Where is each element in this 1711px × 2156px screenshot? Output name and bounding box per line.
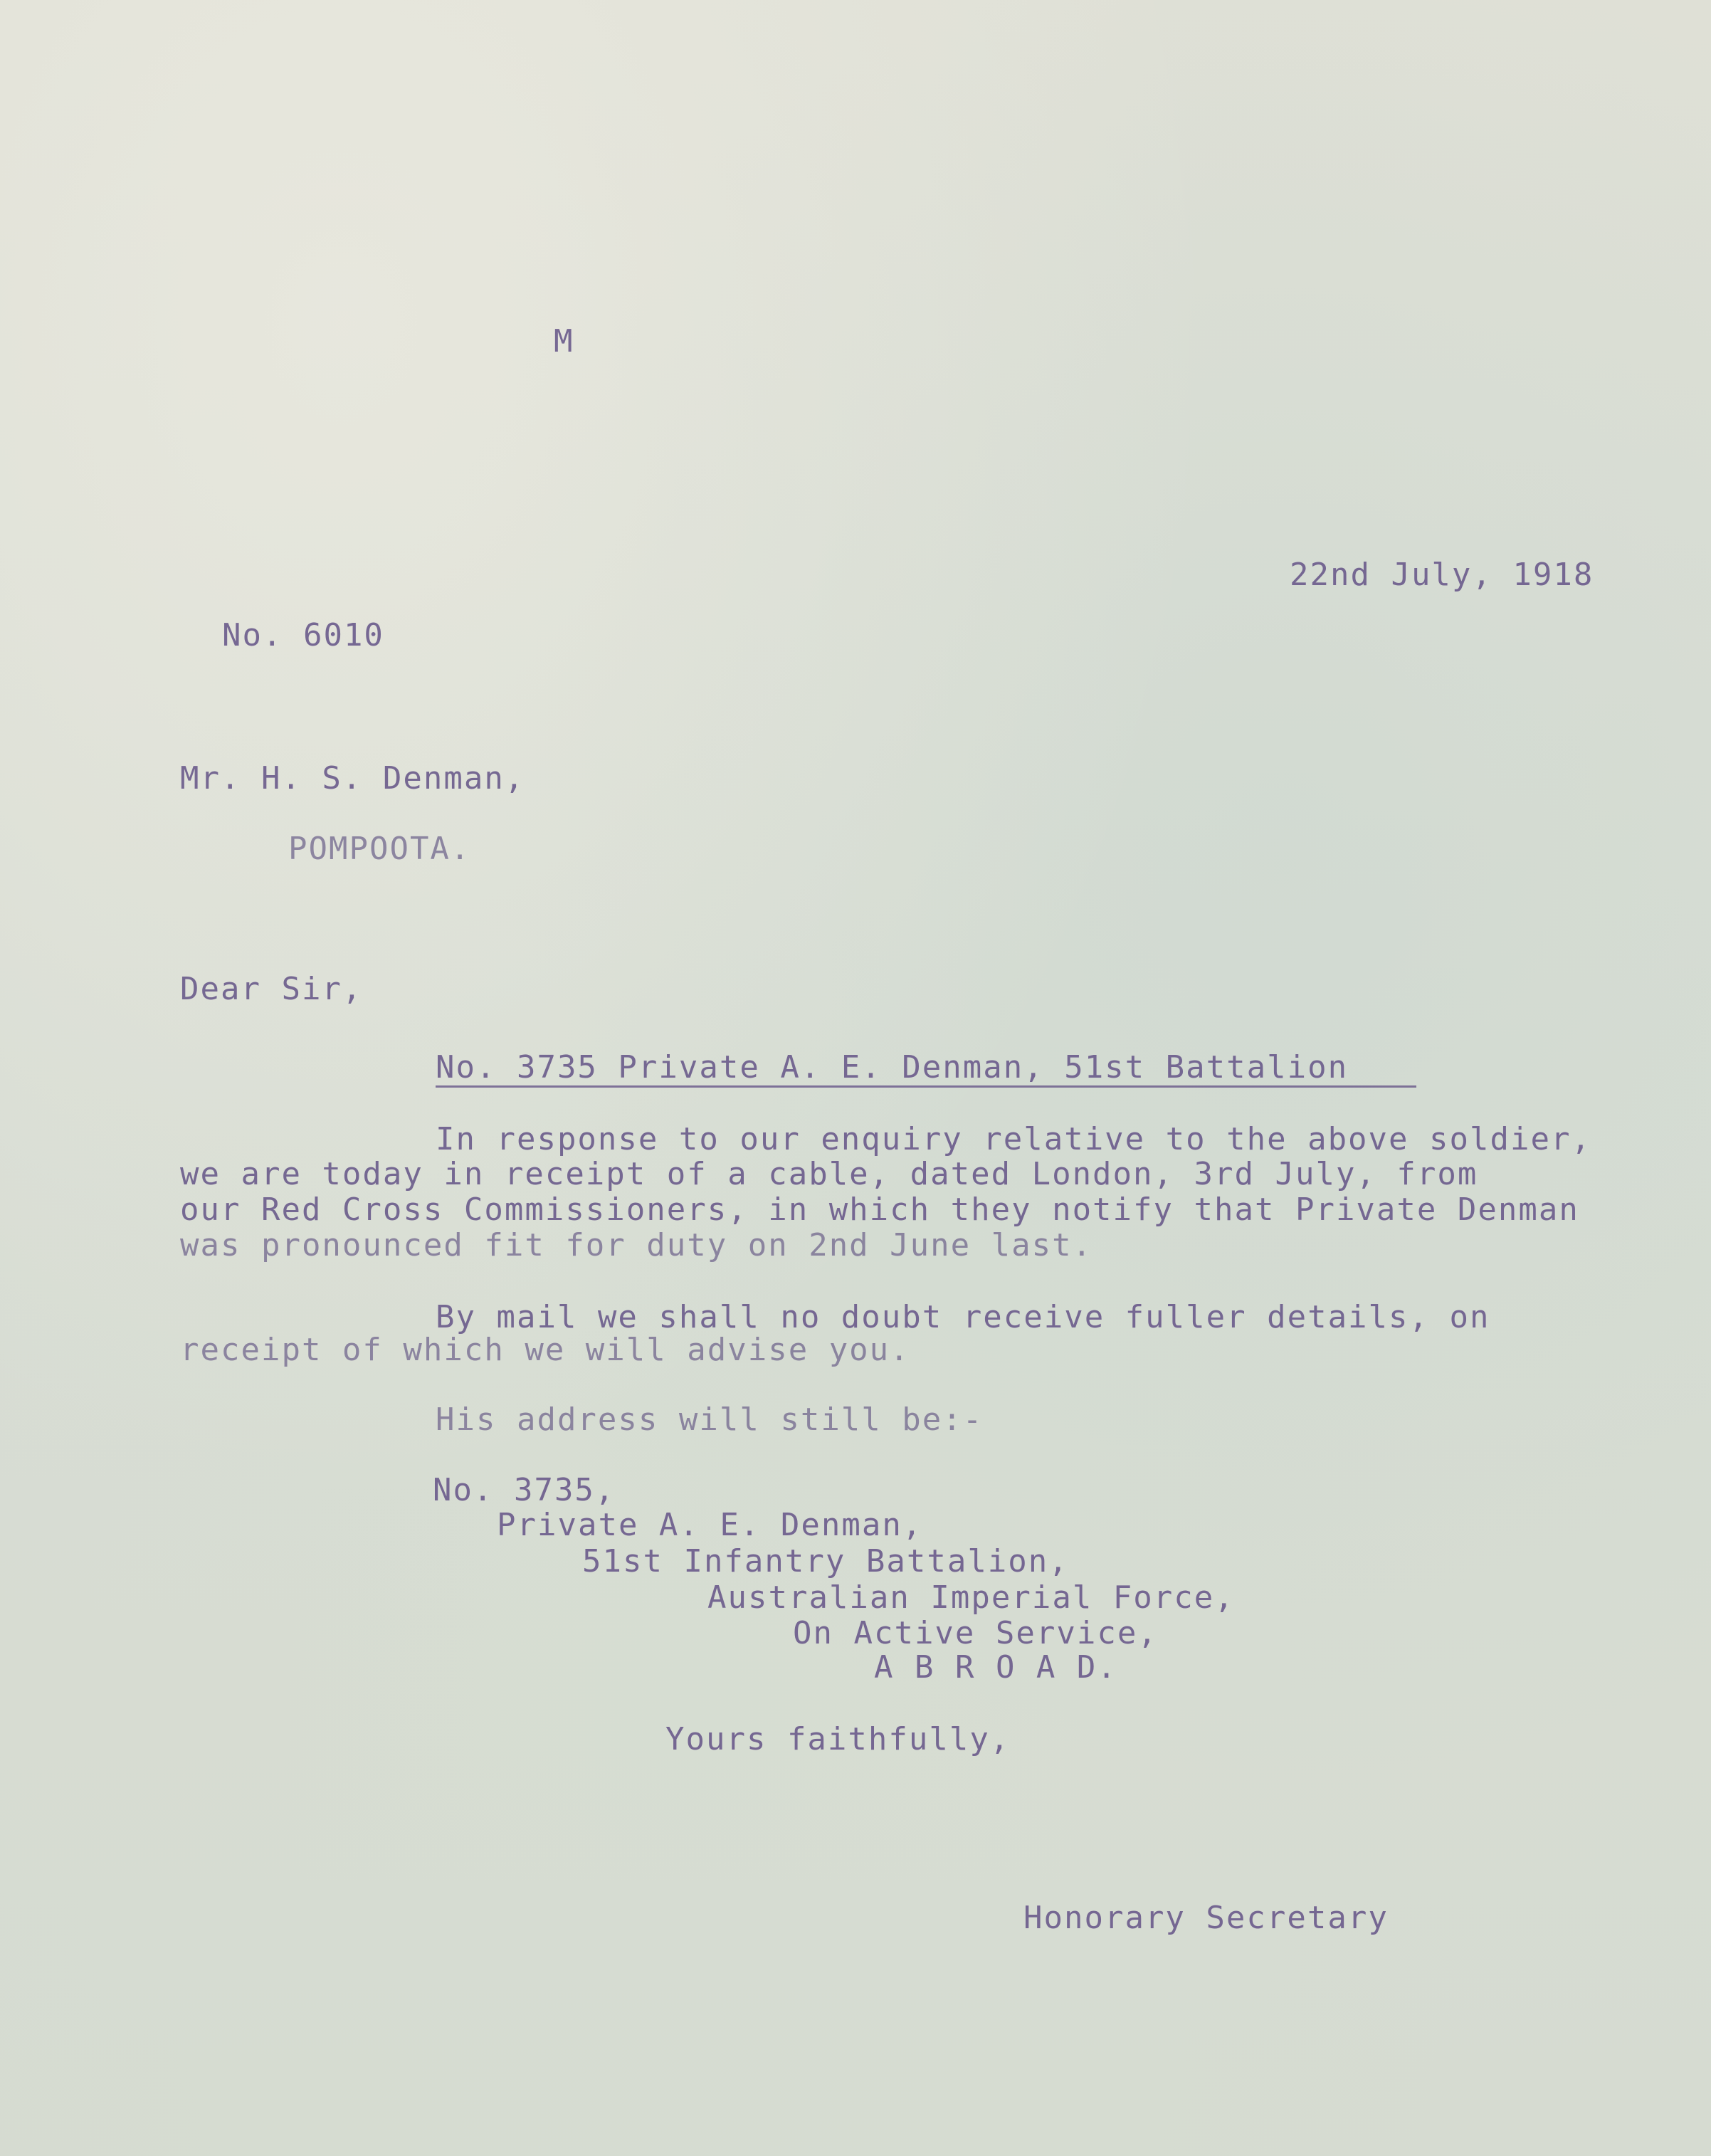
body-para2-line2: receipt of which we will advise you. — [180, 1332, 910, 1368]
body-para1-line4: was pronounced fit for duty on 2nd June last. — [180, 1227, 1093, 1263]
address-line-3: 51st Infantry Battalion, — [582, 1543, 1069, 1579]
body-para1-line3: our Red Cross Commissioners, in which they notify that Private Denman — [180, 1192, 1579, 1228]
closing: Yours faithfully, — [665, 1721, 1011, 1757]
body-para1-line2: we are today in receipt of a cable, dated London, 3rd July, from — [180, 1156, 1478, 1192]
letter-date: 22nd July, 1918 — [1290, 557, 1594, 593]
address-line-6: A B R O A D. — [874, 1649, 1117, 1686]
body-para1-line1: In response to our enquiry relative to the above soldier, — [436, 1121, 1591, 1157]
header-mark: M — [554, 323, 574, 359]
body-para3: His address will still be:- — [436, 1402, 984, 1438]
reference-number: No. 6010 — [222, 617, 384, 653]
salutation: Dear Sir, — [180, 971, 363, 1007]
recipient-place: POMPOOTA. — [288, 831, 471, 867]
recipient-name: Mr. H. S. Denman, — [180, 760, 525, 796]
address-line-4: Australian Imperial Force, — [707, 1579, 1235, 1616]
subject-line: No. 3735 Private A. E. Denman, 51st Battalion — [436, 1049, 1349, 1085]
body-para2-line1: By mail we shall no doubt receive fuller details, on — [436, 1299, 1490, 1335]
signature-title: Honorary Secretary — [1023, 1900, 1389, 1936]
address-line-5: On Active Service, — [793, 1615, 1158, 1651]
subject-underline — [436, 1085, 1416, 1088]
address-line-1: No. 3735, — [433, 1472, 616, 1508]
address-line-2: Private A. E. Denman, — [497, 1507, 923, 1543]
